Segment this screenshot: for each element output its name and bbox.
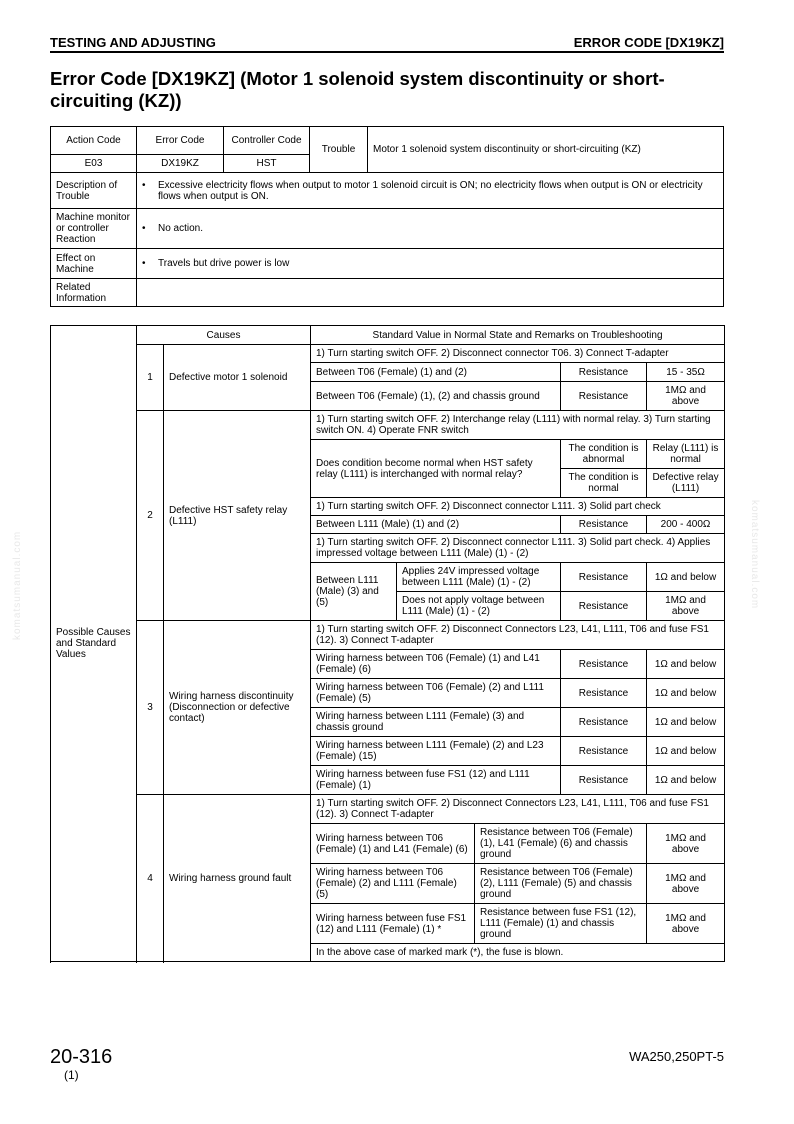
model-name: WA250,250PT-5 — [629, 1049, 724, 1064]
ground-resistance-desc: Resistance between T06 (Female) (1), L41 (Female) (6) and chassis ground — [475, 824, 647, 864]
voltage-condition: Applies 24V impressed voltage between L111 (Male) (1) - (2) — [397, 563, 561, 592]
info-row-text — [137, 279, 724, 307]
info-row-label: Description of Trouble — [51, 173, 137, 209]
standard-value: 1MΩ and above — [647, 824, 725, 864]
standard-value: 1Ω and below — [647, 563, 725, 592]
check-question: Does condition become normal when HST safety relay (L111) is interchanged with normal relay? — [311, 440, 561, 498]
standard-value: 1MΩ and above — [647, 592, 725, 621]
trouble-label: Trouble — [310, 127, 368, 173]
ground-harness: Wiring harness between T06 (Female) (2) and L111 (Female) (5) — [311, 864, 475, 904]
ground-resistance-desc: Resistance between T06 (Female) (2), L111 (Female) (5) and chassis ground — [475, 864, 647, 904]
check-condition: The condition is normal — [561, 469, 647, 498]
trouble-text: Motor 1 solenoid system discontinuity or short-circuiting (KZ) — [368, 127, 724, 173]
info-table — [50, 126, 724, 307]
standard-value: 200 - 400Ω — [647, 516, 725, 534]
action-code-value: E03 — [51, 155, 137, 173]
page-title: Error Code [DX19KZ] (Motor 1 solenoid system discontinuity or short-circuiting (KZ)) — [50, 68, 665, 111]
measure-type: Resistance — [561, 708, 647, 737]
cause-number: 2 — [137, 411, 164, 621]
harness-check: Wiring harness between L111 (Female) (3) and chassis ground — [311, 708, 561, 737]
measure-between: Between L111 (Male) (1) and (2) — [311, 516, 561, 534]
col-error-code: Error Code — [137, 127, 224, 155]
measure-between: Between L111 (Male) (3) and (5) — [311, 563, 397, 621]
info-row-body: No action. — [158, 223, 204, 234]
standard-value: 15 - 35Ω — [647, 363, 725, 382]
measure-between: Between T06 (Female) (1) and (2) — [311, 363, 561, 382]
col-causes: Causes — [137, 326, 311, 345]
procedure-step: 1) Turn starting switch OFF. 2) Disconnect connector L111. 3) Solid part check — [311, 498, 725, 516]
standard-value: 1Ω and below — [647, 650, 725, 679]
harness-check: Wiring harness between fuse FS1 (12) and L111 (Female) (1) — [311, 766, 561, 795]
cause-number: 1 — [137, 345, 164, 411]
measure-type: Resistance — [561, 650, 647, 679]
info-row-label: Machine monitor or controller Reaction — [51, 209, 137, 249]
check-condition: The condition is abnormal — [561, 440, 647, 469]
watermark-right: komatsumanual.com — [749, 500, 760, 610]
info-row-text — [137, 249, 724, 279]
causes-table — [50, 325, 725, 962]
causes-section-label: Possible Causes and Standard Values — [51, 326, 137, 962]
check-result: Relay (L111) is normal — [647, 440, 725, 469]
header-error-code: ERROR CODE [DX19KZ] — [573, 35, 724, 50]
standard-value: 1Ω and below — [647, 679, 725, 708]
bullet: • — [142, 258, 146, 269]
cause-number: 4 — [137, 795, 164, 962]
info-row-body: Excessive electricity flows when output to motor 1 solenoid circuit is ON; no electricity flows when output is ON or electricity flows when output is ON. — [158, 179, 703, 202]
ground-harness: Wiring harness between fuse FS1 (12) and L111 (Female) (1) * — [311, 904, 475, 944]
procedure-step: 1) Turn starting switch OFF. 2) Disconnect connector L111. 3) Solid part check. 4) Applies impressed voltage between L111 (Male) (1) - (2) — [311, 534, 725, 563]
measure-type: Resistance — [561, 563, 647, 592]
harness-check: Wiring harness between T06 (Female) (2) and L111 (Female) (5) — [311, 679, 561, 708]
col-controller-code: Controller Code — [224, 127, 310, 155]
controller-code-value: HST — [224, 155, 310, 173]
measure-type: Resistance — [561, 516, 647, 534]
standard-value: 1MΩ and above — [647, 904, 725, 944]
check-result: Defective relay (L111) — [647, 469, 725, 498]
standard-value: 1MΩ and above — [647, 864, 725, 904]
header-section: TESTING AND ADJUSTING — [50, 35, 216, 50]
measure-between: Between T06 (Female) (1), (2) and chassis ground — [311, 382, 561, 411]
bullet: • — [142, 223, 146, 234]
measure-type: Resistance — [561, 737, 647, 766]
standard-value: 1Ω and below — [647, 708, 725, 737]
ground-resistance-desc: Resistance between fuse FS1 (12), L111 (Female) (1) and chassis ground — [475, 904, 647, 944]
info-row-text — [137, 209, 724, 249]
info-row-label: Related Information — [51, 279, 137, 307]
procedure-step: 1) Turn starting switch OFF. 2) Disconnect Connectors L23, L41, L111, T06 and fuse FS1 (12). 3) Connect T-adapter — [311, 621, 725, 650]
standard-value: 1MΩ and above — [647, 382, 725, 411]
procedure-step: 1) Turn starting switch OFF. 2) Disconnect Connectors L23, L41, L111, T06 and fuse FS1 (12). 3) Connect T-adapter — [311, 795, 725, 824]
standard-value: 1Ω and below — [647, 766, 725, 795]
page-revision: (1) — [64, 1068, 79, 1082]
col-standard: Standard Value in Normal State and Remarks on Troubleshooting — [311, 326, 725, 345]
standard-value: 1Ω and below — [647, 737, 725, 766]
cause-name: Defective HST safety relay (L111) — [164, 411, 311, 621]
ground-harness: Wiring harness between T06 (Female) (1) and L41 (Female) (6) — [311, 824, 475, 864]
info-row-body: Travels but drive power is low — [158, 258, 290, 269]
procedure-step: 1) Turn starting switch OFF. 2) Interchange relay (L111) with normal relay. 3) Turn starting switch ON. 4) Operate FNR switch — [311, 411, 725, 440]
watermark-left: komatsumanual.com — [12, 530, 23, 640]
info-row-text — [137, 173, 724, 209]
measure-type: Resistance — [561, 766, 647, 795]
info-row-label: Effect on Machine — [51, 249, 137, 279]
fuse-note: In the above case of marked mark (*), the fuse is blown. — [311, 944, 725, 962]
cause-name: Wiring harness ground fault — [164, 795, 311, 962]
page-header — [50, 33, 724, 53]
measure-type: Resistance — [561, 382, 647, 411]
procedure-step: 1) Turn starting switch OFF. 2) Disconnect connector T06. 3) Connect T-adapter — [311, 345, 725, 363]
cause-name: Wiring harness discontinuity (Disconnection or defective contact) — [164, 621, 311, 795]
col-action-code: Action Code — [51, 127, 137, 155]
bullet: • — [142, 179, 146, 191]
cause-number: 3 — [137, 621, 164, 795]
error-code-value: DX19KZ — [137, 155, 224, 173]
cause-name: Defective motor 1 solenoid — [164, 345, 311, 411]
measure-type: Resistance — [561, 679, 647, 708]
measure-type: Resistance — [561, 592, 647, 621]
page-number: 20-316 — [50, 1046, 113, 1068]
voltage-condition: Does not apply voltage between L111 (Male) (1) - (2) — [397, 592, 561, 621]
harness-check: Wiring harness between L111 (Female) (2) and L23 (Female) (15) — [311, 737, 561, 766]
harness-check: Wiring harness between T06 (Female) (1) and L41 (Female) (6) — [311, 650, 561, 679]
measure-type: Resistance — [561, 363, 647, 382]
